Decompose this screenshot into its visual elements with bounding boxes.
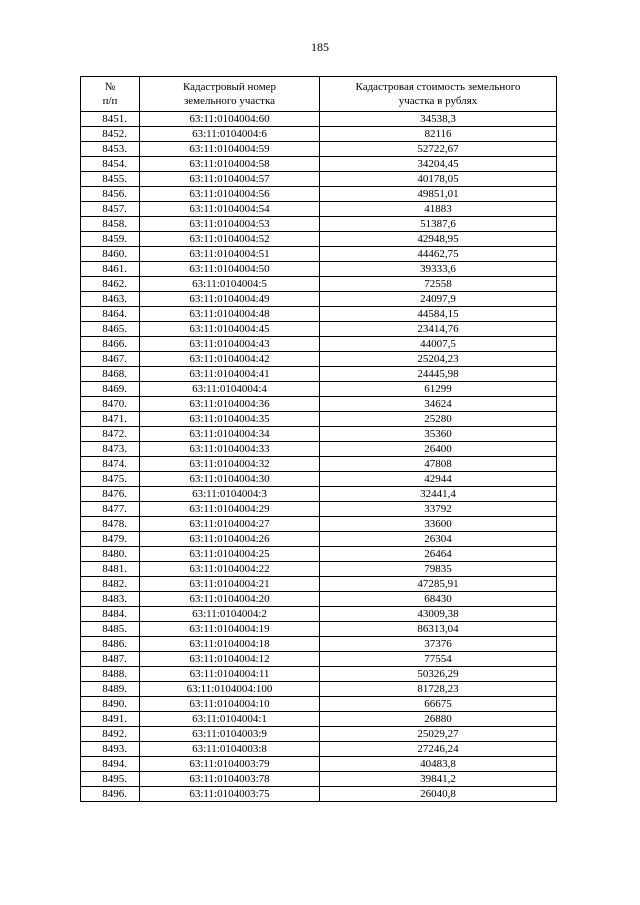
table-row <box>81 547 557 562</box>
cadastral-value-cell: 34204,45 <box>320 157 557 172</box>
cadastral-value-cell: 34624 <box>320 397 557 412</box>
cadastral-value-cell: 86313,04 <box>320 622 557 637</box>
cadastral-value-cell: 79835 <box>320 562 557 577</box>
cadastral-number-cell: 63:11:0104004:43 <box>140 337 320 352</box>
table-row <box>81 532 557 547</box>
cadastral-number-cell: 63:11:0104004:59 <box>140 142 320 157</box>
row-number-cell: 8471. <box>81 412 140 427</box>
cadastral-value-cell: 52722,67 <box>320 142 557 157</box>
row-number-cell: 8451. <box>81 112 140 127</box>
cadastral-value-cell: 27246,24 <box>320 742 557 757</box>
row-number-cell: 8454. <box>81 157 140 172</box>
row-number-cell: 8496. <box>81 787 140 802</box>
header-cadastral-value <box>320 77 557 112</box>
cadastral-value-cell: 68430 <box>320 592 557 607</box>
row-number-cell: 8488. <box>81 667 140 682</box>
cadastral-value-cell: 47808 <box>320 457 557 472</box>
row-number-cell: 8468. <box>81 367 140 382</box>
cadastral-number-cell: 63:11:0104004:56 <box>140 187 320 202</box>
row-number-cell: 8472. <box>81 427 140 442</box>
table-row <box>81 652 557 667</box>
table-row <box>81 697 557 712</box>
cadastral-value-cell: 82116 <box>320 127 557 142</box>
row-number-cell: 8452. <box>81 127 140 142</box>
table-row <box>81 622 557 637</box>
cadastral-number-cell: 63:11:0104004:100 <box>140 682 320 697</box>
table-row <box>81 397 557 412</box>
header-row-number <box>81 77 140 112</box>
cadastral-value-cell: 40483,8 <box>320 757 557 772</box>
cadastral-number-cell: 63:11:0104003:8 <box>140 742 320 757</box>
cadastral-value-cell: 33600 <box>320 517 557 532</box>
header-row-number-line2: п/п <box>102 95 118 107</box>
table-row <box>81 307 557 322</box>
row-number-cell: 8478. <box>81 517 140 532</box>
cadastral-number-cell: 63:11:0104004:3 <box>140 487 320 502</box>
cadastral-number-cell: 63:11:0104004:57 <box>140 172 320 187</box>
cadastral-number-cell: 63:11:0104004:49 <box>140 292 320 307</box>
table-row <box>81 277 557 292</box>
row-number-cell: 8483. <box>81 592 140 607</box>
page-number: 185 <box>311 40 329 54</box>
row-number-cell: 8495. <box>81 772 140 787</box>
table-row <box>81 382 557 397</box>
cadastral-number-cell: 63:11:0104003:78 <box>140 772 320 787</box>
cadastral-number-cell: 63:11:0104004:11 <box>140 667 320 682</box>
row-number-cell: 8486. <box>81 637 140 652</box>
header-cadastral-number <box>140 77 320 112</box>
cadastral-number-cell: 63:11:0104004:52 <box>140 232 320 247</box>
cadastral-value-cell: 47285,91 <box>320 577 557 592</box>
table-row <box>81 157 557 172</box>
cadastral-number-cell: 63:11:0104004:29 <box>140 502 320 517</box>
cadastral-number-cell: 63:11:0104004:30 <box>140 472 320 487</box>
table-row <box>81 592 557 607</box>
table-row <box>81 562 557 577</box>
cadastral-number-cell: 63:11:0104004:42 <box>140 352 320 367</box>
cadastral-value-cell: 39841,2 <box>320 772 557 787</box>
cadastral-number-cell: 63:11:0104004:22 <box>140 562 320 577</box>
cadastral-number-cell: 63:11:0104004:12 <box>140 652 320 667</box>
cadastral-number-cell: 63:11:0104004:27 <box>140 517 320 532</box>
cadastral-number-cell: 63:11:0104004:53 <box>140 217 320 232</box>
cadastral-value-cell: 24445,98 <box>320 367 557 382</box>
cadastral-value-cell: 44007,5 <box>320 337 557 352</box>
row-number-cell: 8464. <box>81 307 140 322</box>
row-number-cell: 8473. <box>81 442 140 457</box>
cadastral-number-cell: 63:11:0104004:34 <box>140 427 320 442</box>
cadastral-number-cell: 63:11:0104004:51 <box>140 247 320 262</box>
row-number-cell: 8465. <box>81 322 140 337</box>
cadastral-number-cell: 63:11:0104004:4 <box>140 382 320 397</box>
cadastral-number-cell: 63:11:0104004:36 <box>140 397 320 412</box>
row-number-cell: 8461. <box>81 262 140 277</box>
table-row <box>81 502 557 517</box>
table-row <box>81 667 557 682</box>
row-number-cell: 8466. <box>81 337 140 352</box>
table-row <box>81 577 557 592</box>
table-row <box>81 772 557 787</box>
cadastral-number-cell: 63:11:0104004:18 <box>140 637 320 652</box>
cadastral-value-cell: 35360 <box>320 427 557 442</box>
table-row <box>81 457 557 472</box>
cadastral-number-cell: 63:11:0104004:25 <box>140 547 320 562</box>
table-row <box>81 637 557 652</box>
table-row <box>81 112 557 127</box>
table-row <box>81 202 557 217</box>
table-row <box>81 742 557 757</box>
row-number-cell: 8467. <box>81 352 140 367</box>
table-row <box>81 787 557 802</box>
row-number-cell: 8479. <box>81 532 140 547</box>
cadastral-number-cell: 63:11:0104004:32 <box>140 457 320 472</box>
cadastral-value-cell: 49851,01 <box>320 187 557 202</box>
cadastral-value-cell: 72558 <box>320 277 557 292</box>
cadastral-value-cell: 40178,05 <box>320 172 557 187</box>
cadastral-value-cell: 81728,23 <box>320 682 557 697</box>
table-row <box>81 232 557 247</box>
table-row <box>81 247 557 262</box>
table-row <box>81 412 557 427</box>
cadastral-number-cell: 63:11:0104004:41 <box>140 367 320 382</box>
cadastral-value-cell: 25029,27 <box>320 727 557 742</box>
cadastral-value-table <box>80 76 557 802</box>
row-number-cell: 8455. <box>81 172 140 187</box>
cadastral-value-cell: 43009,38 <box>320 607 557 622</box>
header-row-number-line1: № <box>104 81 116 93</box>
row-number-cell: 8477. <box>81 502 140 517</box>
header-cadastral-value-line1: Кадастровая стоимость земельного <box>355 81 521 93</box>
table-row <box>81 142 557 157</box>
cadastral-number-cell: 63:11:0104004:50 <box>140 262 320 277</box>
row-number-cell: 8493. <box>81 742 140 757</box>
cadastral-value-cell: 24097,9 <box>320 292 557 307</box>
table-row <box>81 367 557 382</box>
header-cadastral-number-line2: земельного участка <box>183 95 276 107</box>
cadastral-value-cell: 41883 <box>320 202 557 217</box>
table-row <box>81 427 557 442</box>
cadastral-value-cell: 26400 <box>320 442 557 457</box>
row-number-cell: 8489. <box>81 682 140 697</box>
row-number-cell: 8492. <box>81 727 140 742</box>
table-row <box>81 712 557 727</box>
table-row <box>81 517 557 532</box>
cadastral-value-cell: 26464 <box>320 547 557 562</box>
cadastral-value-cell: 25280 <box>320 412 557 427</box>
row-number-cell: 8476. <box>81 487 140 502</box>
cadastral-number-cell: 63:11:0104004:5 <box>140 277 320 292</box>
cadastral-value-cell: 51387,6 <box>320 217 557 232</box>
table-row <box>81 682 557 697</box>
cadastral-value-cell: 44462,75 <box>320 247 557 262</box>
cadastral-number-cell: 63:11:0104004:33 <box>140 442 320 457</box>
cadastral-value-cell: 50326,29 <box>320 667 557 682</box>
cadastral-value-cell: 32441,4 <box>320 487 557 502</box>
cadastral-number-cell: 63:11:0104004:21 <box>140 577 320 592</box>
cadastral-number-cell: 63:11:0104004:26 <box>140 532 320 547</box>
row-number-cell: 8458. <box>81 217 140 232</box>
table-row <box>81 472 557 487</box>
cadastral-number-cell: 63:11:0104004:2 <box>140 607 320 622</box>
table-row <box>81 337 557 352</box>
table-row <box>81 172 557 187</box>
cadastral-value-cell: 39333,6 <box>320 262 557 277</box>
table-row <box>81 262 557 277</box>
row-number-cell: 8460. <box>81 247 140 262</box>
row-number-cell: 8463. <box>81 292 140 307</box>
table-row <box>81 127 557 142</box>
cadastral-value-cell: 26040,8 <box>320 787 557 802</box>
row-number-cell: 8494. <box>81 757 140 772</box>
cadastral-number-cell: 63:11:0104003:79 <box>140 757 320 772</box>
header-cadastral-number-line1: Кадастровый номер <box>182 81 277 93</box>
cadastral-number-cell: 63:11:0104004:45 <box>140 322 320 337</box>
cadastral-number-cell: 63:11:0104004:48 <box>140 307 320 322</box>
cadastral-value-cell: 77554 <box>320 652 557 667</box>
row-number-cell: 8453. <box>81 142 140 157</box>
cadastral-value-cell: 66675 <box>320 697 557 712</box>
table-row <box>81 322 557 337</box>
cadastral-value-cell: 44584,15 <box>320 307 557 322</box>
row-number-cell: 8475. <box>81 472 140 487</box>
cadastral-number-cell: 63:11:0104004:1 <box>140 712 320 727</box>
cadastral-number-cell: 63:11:0104004:10 <box>140 697 320 712</box>
table-header-row <box>81 77 557 112</box>
cadastral-number-cell: 63:11:0104004:6 <box>140 127 320 142</box>
cadastral-number-cell: 63:11:0104004:20 <box>140 592 320 607</box>
row-number-cell: 8490. <box>81 697 140 712</box>
row-number-cell: 8485. <box>81 622 140 637</box>
cadastral-value-cell: 26880 <box>320 712 557 727</box>
table-row <box>81 217 557 232</box>
cadastral-value-cell: 61299 <box>320 382 557 397</box>
row-number-cell: 8487. <box>81 652 140 667</box>
table-row <box>81 187 557 202</box>
cadastral-number-cell: 63:11:0104003:75 <box>140 787 320 802</box>
cadastral-number-cell: 63:11:0104004:54 <box>140 202 320 217</box>
row-number-cell: 8480. <box>81 547 140 562</box>
row-number-cell: 8474. <box>81 457 140 472</box>
table-row <box>81 487 557 502</box>
row-number-cell: 8481. <box>81 562 140 577</box>
table-row <box>81 757 557 772</box>
cadastral-value-cell: 23414,76 <box>320 322 557 337</box>
table-row <box>81 727 557 742</box>
cadastral-value-cell: 33792 <box>320 502 557 517</box>
cadastral-number-cell: 63:11:0104004:19 <box>140 622 320 637</box>
cadastral-value-cell: 42944 <box>320 472 557 487</box>
cadastral-value-cell: 25204,23 <box>320 352 557 367</box>
cadastral-value-cell: 42948,95 <box>320 232 557 247</box>
row-number-cell: 8491. <box>81 712 140 727</box>
row-number-cell: 8482. <box>81 577 140 592</box>
cadastral-number-cell: 63:11:0104003:9 <box>140 727 320 742</box>
table-row <box>81 442 557 457</box>
row-number-cell: 8469. <box>81 382 140 397</box>
table-row <box>81 292 557 307</box>
cadastral-number-cell: 63:11:0104004:58 <box>140 157 320 172</box>
header-cadastral-value-line2: участка в рублях <box>398 95 478 107</box>
row-number-cell: 8470. <box>81 397 140 412</box>
cadastral-number-cell: 63:11:0104004:35 <box>140 412 320 427</box>
cadastral-value-cell: 37376 <box>320 637 557 652</box>
table-row <box>81 352 557 367</box>
row-number-cell: 8459. <box>81 232 140 247</box>
row-number-cell: 8462. <box>81 277 140 292</box>
cadastral-value-cell: 34538,3 <box>320 112 557 127</box>
row-number-cell: 8457. <box>81 202 140 217</box>
table-body <box>81 112 557 802</box>
cadastral-value-cell: 26304 <box>320 532 557 547</box>
cadastral-number-cell: 63:11:0104004:60 <box>140 112 320 127</box>
row-number-cell: 8456. <box>81 187 140 202</box>
table-row <box>81 607 557 622</box>
row-number-cell: 8484. <box>81 607 140 622</box>
